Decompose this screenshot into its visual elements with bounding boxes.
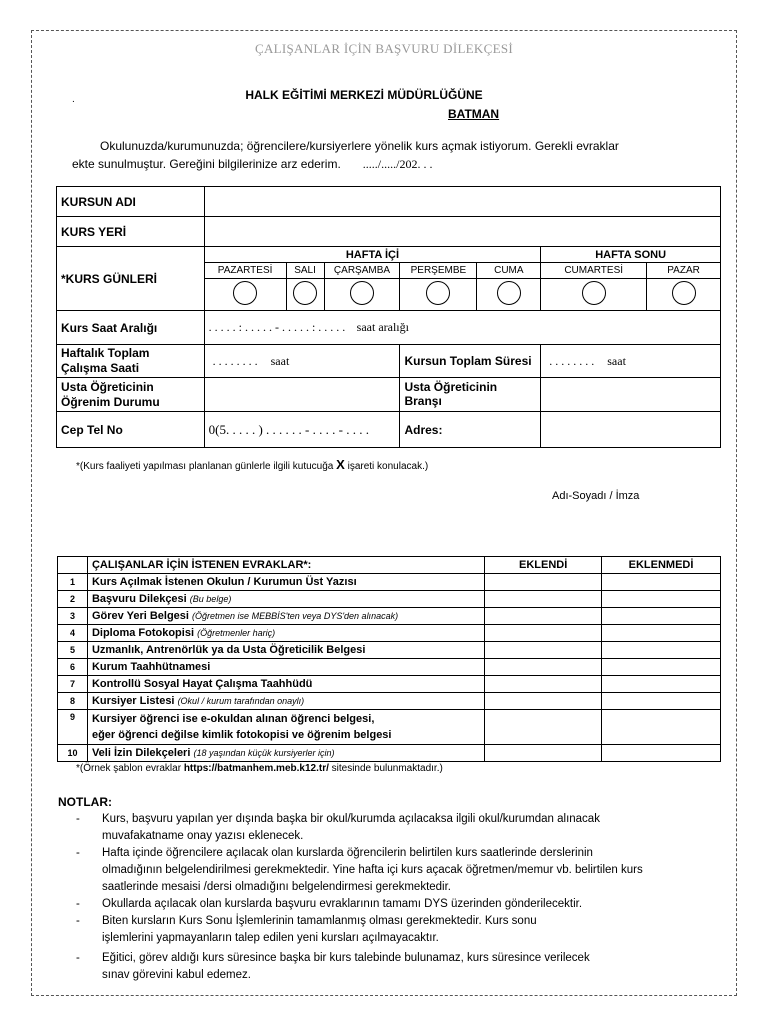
not-added-cell[interactable] (602, 608, 721, 625)
address-label: Adres: (400, 412, 541, 448)
templates-footnote: *(Örnek şablon evraklar https://batmanhem.meb.k12.tr/ sitesinde bulunmaktadır.) (76, 763, 443, 774)
document-row: 7 Kontrollü Sosyal Hayat Çalışma Taahhüdü (58, 676, 721, 693)
templates-link[interactable]: https://batmanhem.meb.k12.tr/ (183, 763, 329, 774)
signature-label: Adı-Soyadı / İmza (552, 490, 640, 502)
checkbox-friday[interactable] (497, 281, 521, 305)
phone-field[interactable]: 0(5. . . . . ) . . . . . . - . . . . - . . . . (204, 412, 400, 448)
addressee-city: BATMAN (448, 107, 500, 121)
total-duration-unit: saat (607, 353, 626, 368)
weekly-hours-unit: saat (270, 353, 290, 368)
addressee-title: HALK EĞİTİMİ MERKEZİ MÜDÜRLÜĞÜNE (245, 88, 483, 102)
day-thursday: PERŞEMBE (400, 263, 477, 279)
added-cell[interactable] (485, 608, 602, 625)
note-item: - Eğitici, görev aldığı kurs süresince başka bir kurs talebinde bulunamaz, kurs süresince verilecek sınav görevini kabul edemez. (76, 952, 590, 981)
document-row: 6 Kurum Taahhütnamesi (58, 659, 721, 676)
added-cell[interactable] (485, 574, 602, 591)
checkbox-sunday[interactable] (672, 281, 696, 305)
x-mark: X (336, 457, 345, 472)
weekly-hours-value: . . . . . . . . (212, 353, 258, 368)
document-row: 10 Veli İzin Dilekçeleri (18 yaşından küçük kursiyerler için) (58, 745, 721, 762)
not-added-cell[interactable] (602, 591, 721, 608)
checkbox-monday[interactable] (233, 281, 257, 305)
checkbox-saturday[interactable] (582, 281, 606, 305)
document-row: 5 Uzmanlık, Antrenörlük ya da Usta Öğreticilik Belgesi (58, 642, 721, 659)
total-duration-field[interactable] (541, 345, 721, 378)
intro-line-2: ekte sunulmuştur. Gereğini bilgilerinize arz ederim. (72, 157, 341, 171)
document-row: 2 Başvuru Dilekçesi (Bu belge) (58, 591, 721, 608)
not-added-cell[interactable] (602, 574, 721, 591)
hours-range-value: . . . . . : . . . . . - . . . . . : . . . . . (208, 320, 346, 334)
col-added-header: EKLENDİ (485, 557, 602, 574)
total-duration-label: Kursun Toplam Süresi (400, 345, 541, 378)
intro-paragraph (72, 137, 692, 173)
note-item: - Biten kursların Kurs Sonu İşlemlerinin tamamlanmış olması gerekmektedir. Kurs sonu işlemlerini yapmayanların talep edilen yeni kursları açılmayacaktır. (76, 915, 537, 944)
education-status-label: Usta Öğreticinin Öğrenim Durumu (57, 378, 205, 412)
day-wednesday: ÇARŞAMBA (324, 263, 400, 279)
notes-list (76, 811, 726, 984)
course-location-label: KURS YERİ (57, 217, 205, 247)
course-info-table (56, 186, 721, 448)
day-saturday: CUMARTESİ (541, 263, 647, 279)
added-cell[interactable] (485, 710, 602, 745)
added-cell[interactable] (485, 676, 602, 693)
not-added-cell[interactable] (602, 693, 721, 710)
instructor-branch-field[interactable] (541, 378, 721, 412)
days-footnote: *(Kurs faaliyeti yapılması planlanan günlerle ilgili kutucuğa X işareti konulacak.) (76, 457, 429, 472)
document-row: 4 Diploma Fotokopisi (Öğretmenler hariç) (58, 625, 721, 642)
not-added-cell[interactable] (602, 659, 721, 676)
hours-range-label: Kurs Saat Aralığı (57, 311, 205, 345)
document-row: 9 Kursiyer öğrenci ise e-okuldan alınan öğrenci belgesi, eğer öğrenci değilse kimlik fotokopisi ve öğrenim belgesi (58, 710, 721, 745)
address-field[interactable] (541, 412, 721, 448)
course-location-field[interactable] (204, 217, 720, 247)
added-cell[interactable] (485, 659, 602, 676)
added-cell[interactable] (485, 745, 602, 762)
hours-range-field[interactable] (204, 311, 720, 345)
not-added-cell[interactable] (602, 625, 721, 642)
stray-dot: . (72, 94, 75, 105)
note-item: - Okullarda açılacak olan kurslarda başvuru evraklarının tamamı DYS üzerinden gönderilecektir. (76, 898, 583, 910)
notes-title: NOTLAR: (58, 795, 112, 809)
hours-range-suffix: saat aralığı (356, 320, 409, 334)
note-item: - Kurs, başvuru yapılan yer dışında başka bir okul/kurumda açılacaksa ilgili okul/kurumdan alınacak muvafakatname onay yazısı eklenecek. (76, 813, 600, 842)
col-not-added-header: EKLENMEDİ (602, 557, 721, 574)
course-days-label: *KURS GÜNLERİ (57, 247, 205, 311)
day-friday: CUMA (477, 263, 541, 279)
course-name-label: KURSUN ADI (57, 187, 205, 217)
document-row: 1 Kurs Açılmak İstenen Okulun / Kurumun Üst Yazısı (58, 574, 721, 591)
phone-label: Cep Tel No (57, 412, 205, 448)
documents-header: ÇALIŞANLAR İÇİN İSTENEN EVRAKLAR*: (87, 557, 484, 574)
not-added-cell[interactable] (602, 745, 721, 762)
checkbox-wednesday[interactable] (350, 281, 374, 305)
day-sunday: PAZAR (647, 263, 721, 279)
instructor-branch-label: Usta Öğreticinin Branşı (400, 378, 541, 412)
day-monday: PAZARTESİ (204, 263, 286, 279)
not-added-cell[interactable] (602, 710, 721, 745)
added-cell[interactable] (485, 693, 602, 710)
weekend-header: HAFTA SONU (541, 247, 721, 263)
checkbox-tuesday[interactable] (293, 281, 317, 305)
intro-line-1: Okulunuzda/kurumunuzda; öğrencilere/kursiyerlere yönelik kurs açmak istiyorum. Gerekli evraklar (100, 139, 619, 153)
note-item: - Hafta içinde öğrencilere açılacak olan kurslarda öğrencilerin belirtilen kurs saatlerinde derslerinin olmadığının belgelendirilmesi gerekmektedir. Yine hafta içi kurs açacak öğretmen/memur vb. belirtilen kurs saatlerinde mesaisi /dersi olmadığını belgelendirmesi gerekmektedir. (76, 847, 643, 893)
weekdays-header: HAFTA İÇİ (204, 247, 541, 263)
required-documents-table (57, 556, 721, 762)
weekly-hours-field[interactable] (204, 345, 400, 378)
date-field[interactable]: ...../...../202. . . (362, 157, 433, 171)
not-added-cell[interactable] (602, 676, 721, 693)
day-tuesday: SALI (286, 263, 324, 279)
course-name-field[interactable] (204, 187, 720, 217)
checkbox-thursday[interactable] (426, 281, 450, 305)
document-heading: ÇALIŞANLAR İÇİN BAŞVURU DİLEKÇESİ (255, 41, 513, 56)
added-cell[interactable] (485, 642, 602, 659)
added-cell[interactable] (485, 591, 602, 608)
added-cell[interactable] (485, 625, 602, 642)
document-row: 3 Görev Yeri Belgesi (Öğretmen ise MEBBİS'ten veya DYS'den alınacak) (58, 608, 721, 625)
education-status-field[interactable] (204, 378, 400, 412)
not-added-cell[interactable] (602, 642, 721, 659)
total-duration-value: . . . . . . . . (549, 353, 595, 368)
weekly-hours-label: Haftalık Toplam Çalışma Saati (57, 345, 205, 378)
document-row: 8 Kursiyer Listesi (Okul / kurum tarafından onaylı) (58, 693, 721, 710)
